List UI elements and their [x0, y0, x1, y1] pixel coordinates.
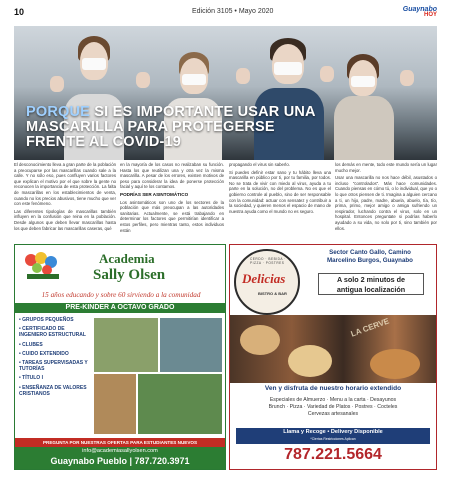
ad-cta: PREGUNTA POR NUESTRAS OFERTAS PARA ESTUDIANTES NUEVOS — [15, 438, 225, 447]
ad-email: info@academiasallyolsen.com — [82, 448, 158, 454]
food-plate — [240, 325, 280, 355]
ad-tagline: 15 años educando y sobre 60 sirviendo a la comunidad — [41, 291, 201, 299]
logo-sub-text: HOY — [423, 12, 437, 18]
service-item: • TÍTULO I — [19, 375, 43, 382]
grade-band: PRE-KINDER A OCTAVO GRADO — [15, 303, 225, 313]
raised-hand — [236, 68, 250, 84]
delivery-banner — [236, 428, 430, 444]
hours-text: Ven y disfruta de nuestro horario extendido — [264, 385, 402, 392]
face-mask — [182, 74, 206, 85]
school-photo — [137, 373, 223, 435]
flower-logo-icon — [21, 250, 65, 282]
headline-text: SI ES IMPORTANTE USAR UNA MASCARILLA PARA PROTEGERSE FRENTE AL COVID-19 — [26, 104, 316, 150]
article-paragraph: El desconocimiento lleva a gran parte de la población a preocuparse por las mascarillas cuando sale a la calle. Y no sólo eso, pues confluyen varios factores que explican el motivo por el que sobre la gente no reconocen la importancia de esta protección. La falta de mascarillas en los establecimientos de venta, cuando no los precios abusivos, tiene mucho que ver con este fenómeno. — [14, 162, 116, 207]
ad-phone: 787.221.5664 — [284, 446, 382, 463]
hero-photo — [14, 26, 437, 160]
delivery-note: *Ciertas Restricciones Aplican — [310, 437, 356, 441]
person-shirt — [334, 96, 394, 160]
location-text — [306, 249, 434, 265]
distance-line1: A solo 2 minutos de — [336, 275, 406, 284]
raised-hand — [400, 70, 414, 86]
service-item: • CLUBES — [19, 341, 43, 348]
page-number: 10 — [14, 7, 25, 17]
specials-line1: Especiales de Almuerzo · Menu a la carta · Desayunos — [269, 397, 397, 403]
specials-line3: Cervezas artesanales — [307, 411, 359, 417]
article-paragraph: Las diferentes tipologías de mascarillas también influyen en la confusión que reina en la población. Desde algunos que deben llevar mascarillas hasta los que deben fabricar las mascarillas caseras, qué — [14, 208, 116, 231]
article-paragraph: en la mayoría de los casos no realizaban su función. Hasta los que reutilizan una y otra vez la misma mascarilla. A pesar de los errores, existen motivos de peso para considerar la idea de ponerse protección facial y aquí te los contamos. — [120, 162, 224, 190]
ad-contact — [15, 447, 225, 470]
ad-title-line2: Sally Olsen — [93, 267, 166, 283]
ad-title-line1: Academia — [99, 251, 155, 266]
article-paragraph: propagando el virus sin saberlo. — [229, 162, 290, 167]
face-mask — [82, 58, 106, 70]
ad-delicias-bistro — [229, 244, 437, 470]
food-plate — [288, 345, 332, 377]
logo-brand: Delicias — [242, 271, 286, 286]
page-header — [14, 6, 437, 24]
article-paragraph: los demás en mente, todo este mundo sería un lugar mucho mejor. — [335, 162, 437, 173]
location-line1: Sector Canto Gallo, Camino — [329, 249, 411, 256]
service-item: • ENSEÑANZA DE VALORES CRISTIANOS — [19, 384, 87, 397]
article-column-3 — [229, 162, 331, 216]
food-photo — [230, 315, 436, 383]
logo-sub: BISTRO & BAR — [258, 291, 287, 296]
delivery-text: Llama y Recoge • Delivery Disponible — [283, 429, 383, 435]
raised-hand — [320, 66, 334, 82]
school-photo — [93, 317, 159, 373]
publication-logo — [403, 6, 437, 18]
service-item: • TAREAS SUPERVISADAS Y TUTORÍAS — [19, 360, 88, 373]
logo-main-text: Guaynabo — [402, 6, 437, 13]
photo-sign-text: LA CERVE — [349, 316, 391, 339]
article-column-1 — [14, 162, 116, 233]
article-column-4 — [335, 162, 437, 233]
school-photos — [93, 317, 223, 435]
school-photo — [93, 373, 137, 435]
logo-arc-text: CERDO · BEBIDA · PIZZA · POSTRES — [250, 257, 286, 265]
school-photo — [159, 317, 223, 373]
location-line2: Marcelino Burgos, Guaynabo — [327, 257, 413, 264]
food-plate — [370, 349, 420, 379]
delicias-logo — [234, 249, 300, 315]
face-mask — [274, 62, 302, 75]
service-item: • CERTIFICADO DE INGENIERO ESTRUCTURAL — [19, 326, 86, 339]
service-item: • GRUPOS PEQUEÑOS — [19, 317, 74, 323]
ad-academia-sally-olsen — [14, 244, 226, 470]
article-paragraph: Si puedes definir estar sano y tu hábito lleva una mascarilla en público por ti, por tu familia, por todos. No se trata de vivir con miedo al virus, ayuda a tu parte en la solución, no del problema. No es que el gobierno controle al pueblo, sino de ser responsable con la comunidad: actuar con sensatez y contribuir a la sociedad, y quieren menos el espacio de mano de nuestra ayuda como el mundo no es seguro. — [229, 169, 331, 214]
ad-header — [15, 245, 225, 287]
face-mask — [351, 76, 375, 87]
article-paragraph: Los asintomáticos son uno de los sectores de la población que más preocupan a las autoridades sanitarias. Actualmente, se está trabajando en determinar los factores que permitirían identificar a estos perfiles, pero mientras tanto, estos individuos están — [120, 199, 224, 233]
specials-line2: Brunch · Pizza · Variedad de Platos · Postres · Cocteles — [268, 404, 398, 410]
services-list — [19, 317, 89, 400]
raised-hand — [136, 72, 150, 88]
issue-info: Edición 3105 • Mayo 2020 — [192, 8, 274, 15]
specials-text — [234, 397, 432, 418]
article-subheading: PODRÍAS SER ASINTOMÁTICO — [120, 191, 189, 197]
article-column-2 — [120, 162, 224, 235]
article-headline — [26, 105, 326, 150]
headline-keyword: PORQUE — [26, 104, 91, 120]
article-paragraph: Usar una mascarilla no nos hace débil, asustados o incluso "controlados". Más hace comunidades. Cuando piensas en cómo tú, o lo individual, que yo o lo que otros piensen de ti. Imagina a alguien cercano a ti, un hijo, padre, madre, abuela, abuelo, tía, tío, prima, primo, mejor amigo o amiga sufriendo un respirador, luchando contra el virus, solo en un hospital. Entonces preguntate si podrías haberlo ayudado a su vida, no solo por ti, sino también por ellos. — [335, 175, 437, 231]
ad-phone: Guaynabo Pueblo | 787.720.3971 — [50, 456, 190, 466]
service-item: • CUIDO EXTENDIDO — [19, 350, 69, 357]
distance-line2: antigua localización — [336, 285, 406, 294]
raised-hand — [50, 76, 64, 92]
distance-box — [318, 273, 424, 295]
